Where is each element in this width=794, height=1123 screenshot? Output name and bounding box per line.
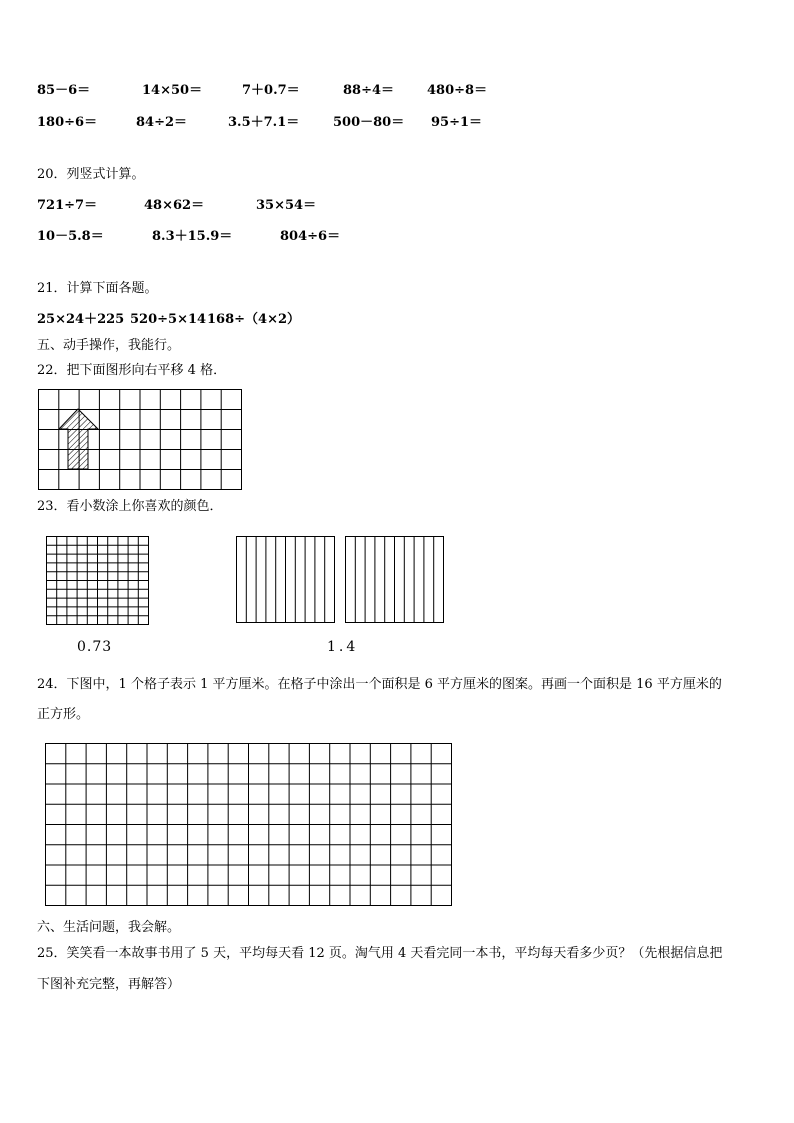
tenths-grid-2 xyxy=(345,536,444,623)
q21-title: 21．计算下面各题。 xyxy=(37,281,158,296)
q22-title: 22．把下面图形向右平移 4 格． xyxy=(37,363,227,378)
oral-calc-8: 3.5＋7.1＝ xyxy=(228,115,300,130)
vertical-calc-1: 721÷7＝ xyxy=(37,198,98,213)
q23-title: 23．看小数涂上你喜欢的颜色． xyxy=(37,499,223,514)
calc-item-3: 168÷（4×2） xyxy=(207,312,301,327)
oral-calc-1: 85－6＝ xyxy=(37,83,91,98)
vertical-calc-5: 8.3＋15.9＝ xyxy=(152,229,233,244)
arrow-shape xyxy=(59,409,98,469)
decimal-label-0-73: 0.73 xyxy=(77,639,113,655)
q25-line2: 下图补充完整，再解答） xyxy=(37,977,181,992)
vertical-calc-6: 804÷6＝ xyxy=(280,229,341,244)
q20-title: 20．列竖式计算。 xyxy=(37,167,145,182)
oral-calc-5: 480÷8＝ xyxy=(427,83,488,98)
section5-title: 五、动手操作，我能行。 xyxy=(37,338,181,353)
calc-item-1: 25×24＋225 xyxy=(37,312,125,327)
oral-calc-3: 7＋0.7＝ xyxy=(242,83,300,98)
translation-grid xyxy=(38,389,242,491)
oral-calc-2: 14×50＝ xyxy=(142,83,203,98)
q24-line2: 正方形。 xyxy=(37,707,90,722)
hundredths-grid xyxy=(46,536,149,625)
q24-line1: 24．下图中，1 个格子表示 1 平方厘米。在格子中涂出一个面积是 6 平方厘米的图案。再画一个面积是 16 平方厘米的 xyxy=(37,677,722,692)
vertical-calc-2: 48×62＝ xyxy=(144,198,205,213)
oral-calc-4: 88÷4＝ xyxy=(343,83,395,98)
vertical-calc-3: 35×54＝ xyxy=(256,198,317,213)
decimal-label-1-4: 1.4 xyxy=(327,639,359,655)
vertical-calc-4: 10－5.8＝ xyxy=(37,229,104,244)
area-grid xyxy=(45,743,453,907)
tenths-grid-1 xyxy=(236,536,335,623)
oral-calc-7: 84÷2＝ xyxy=(136,115,188,130)
section6-title: 六、生活问题，我会解。 xyxy=(37,920,181,935)
oral-calc-9: 500－80＝ xyxy=(333,115,405,130)
oral-calc-10: 95÷1＝ xyxy=(431,115,483,130)
calc-item-2: 520÷5×14 xyxy=(130,312,207,327)
oral-calc-6: 180÷6＝ xyxy=(37,115,98,130)
q25-line1: 25．笑笑看一本故事书用了 5 天，平均每天看 12 页。淘气用 4 天看完同一本书，平均每天看多少页？（先根据信息把 xyxy=(37,946,723,961)
